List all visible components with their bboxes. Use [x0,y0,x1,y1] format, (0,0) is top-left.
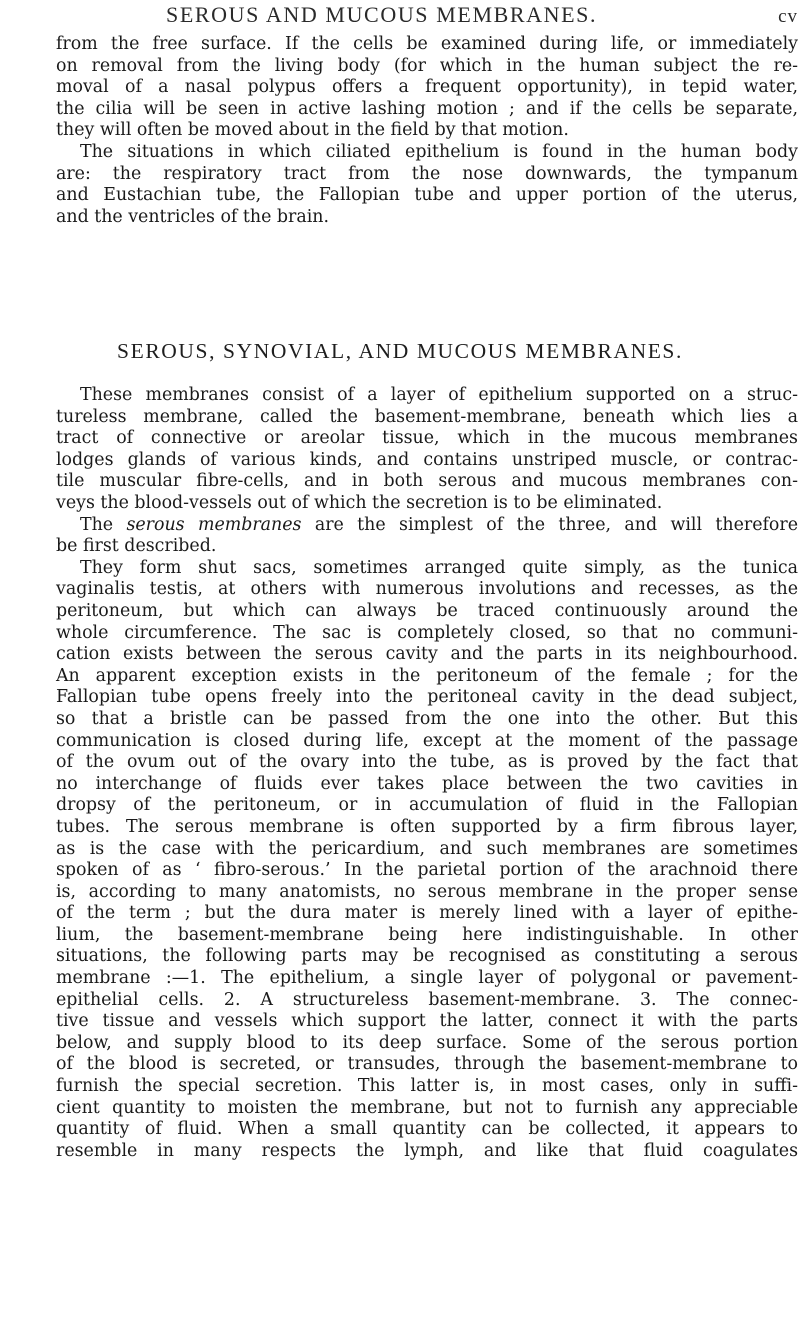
text-line: no interchange of fluids ever takes place between the two cavities in [56,773,798,794]
text-line: the cilia will be seen in active lashing motion ; and if the cells be separate, [56,98,798,119]
text-fragment: are the simplest of the three, and will therefore [314,514,798,535]
text-line: tive tissue and vessels which support the latter, connect it with the parts [56,1011,798,1032]
text-line: of the ovum out of the ovary into the tube, as is proved by the fact that [56,752,798,773]
section-heading: SEROUS, SYNOVIAL, AND MUCOUS MEMBRANES. [117,339,683,363]
text-line: tubes. The serous membrane is often supported by a firm fibrous layer, [56,816,798,837]
text-line: as is the case with the pericardium, and such membranes are sometimes [56,838,798,859]
text-line: dropsy of the peritoneum, or in accumulation of fluid in the Fallopian [56,795,798,816]
text-line: and the ventricles of the brain. [56,206,330,227]
text-line: lodges glands of various kinds, and contains unstriped muscle, or contrac- [56,449,798,470]
text-line: They form shut sacs, sometimes arranged quite simply, as the tunica [80,557,798,578]
text-line: An apparent exception exists in the peritoneum of the female ; for the [56,665,798,686]
text-line: tract of connective or areolar tissue, which in the mucous membranes [56,428,798,449]
section-paragraph-3 [56,558,798,1163]
section-paragraph-1 [56,385,798,515]
intro-paragraph [56,34,798,228]
text-line: cient quantity to moisten the membrane, but not to furnish any appreciable [56,1097,798,1118]
text-line: veys the blood-vessels out of which the secretion is to be eliminated. [56,492,663,513]
text-line: so that a bristle can be passed from the one into the other. But this [56,708,798,729]
text-line: membrane :—1. The epithelium, a single layer of polygonal or pavement- [56,968,798,989]
running-head [56,2,798,30]
text-line: lium, the basement-membrane being here indistinguishable. In other [56,924,798,945]
text-line: communication is closed during life, except at the moment of the passage [56,730,798,751]
text-line: on removal from the living body (for which in the human subject the re- [56,55,798,76]
text-line: The situations in which ciliated epithelium is found in the human body [80,141,798,162]
text-fragment: The [80,514,114,535]
text-line: situations, the following parts may be recognised as constituting a serous [56,946,798,967]
text-line: furnish the special secretion. This latter is, in most cases, only in suffi- [56,1076,798,1097]
section-paragraph-2 [56,515,798,558]
text-line: be first described. [56,536,217,557]
text-line: are: the respiratory tract from the nose downwards, the tympanum [56,163,798,184]
running-title: SEROUS AND MUCOUS MEMBRANES. [166,2,598,27]
text-line: from the free surface. If the cells be examined during life, or immediately [56,34,798,54]
text-line: they will often be moved about in the field by that motion. [56,120,569,141]
text-line: of the blood is secreted, or transudes, through the basement-membrane to [56,1054,798,1075]
text-line: and Eustachian tube, the Fallopian tube and upper portion of the uterus, [56,185,798,206]
text-line: spoken of as ‘ fibro-serous.’ In the parietal portion of the arachnoid there [56,860,798,881]
text-line: below, and supply blood to its deep surface. Some of the serous portion [56,1032,798,1053]
text-line: quantity of fluid. When a small quantity can be collected, it appears to [56,1119,798,1140]
text-line: Fallopian tube opens freely into the peritoneal cavity in the dead subject, [56,687,798,708]
text-line: epithelial cells. 2. A structureless basement-membrane. 3. The connec- [56,989,798,1010]
text-line: moval of a nasal polypus offers a frequent opportunity), in tepid water, [56,77,798,98]
text-line: peritoneum, but which can always be traced continuously around the [56,600,798,621]
text-line: is, according to many anatomists, no serous membrane in the proper sense [56,881,798,902]
text-line: cation exists between the serous cavity and the parts in its neighbourhood. [56,644,798,665]
text-line: tureless membrane, called the basement-membrane, beneath which lies a [56,406,798,427]
text-line: resemble in many respects the lymph, and like that fluid coagulates [56,1140,798,1161]
text-line: of the term ; but the dura mater is merely lined with a layer of epithe- [56,903,798,924]
text-line: These membranes consist of a layer of epithelium supported on a struc- [80,385,798,405]
text-line: vaginalis testis, at others with numerous involutions and recesses, as the [56,579,798,600]
italic-term: serous membranes [126,514,302,535]
page-number: cv [778,6,798,27]
text-line: whole circumference. The sac is completely closed, so that no communi- [56,622,798,643]
text-line: tile muscular fibre-cells, and in both serous and mucous membranes con- [56,471,798,492]
text-line [56,515,798,537]
